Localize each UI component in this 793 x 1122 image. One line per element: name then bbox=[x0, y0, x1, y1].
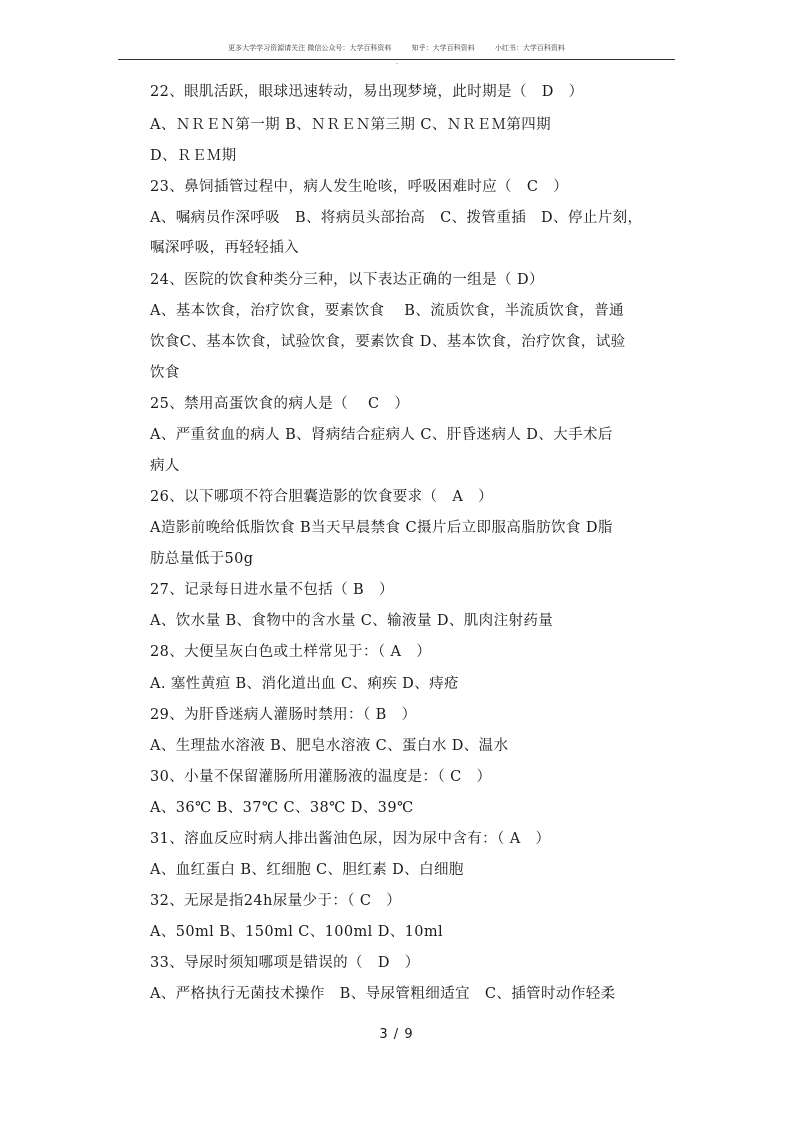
text-line: A造影前晚给低脂饮食 B当天早晨禁食 C摄片后立即服高脂肪饮食 D脂 bbox=[150, 520, 613, 536]
text-line: 嘱深呼吸，再轻轻插入 bbox=[150, 240, 299, 256]
text-line: A、嘱病员作深呼吸 B、将病员头部抬高 C、拨管重插 D、停止片刻， bbox=[150, 210, 643, 226]
page-number: 3 / 9 bbox=[379, 1027, 414, 1042]
text-line: A、饮水量 B、食物中的含水量 C、输液量 D、肌肉注射药量 bbox=[150, 613, 554, 629]
text-line: A、血红蛋白 B、红细胞 C、胆红素 D、白细胞 bbox=[150, 862, 464, 878]
text-line: 30、小量不保留灌肠所用灌肠液的温度是：（ C ） bbox=[150, 769, 492, 785]
text-line: 29、为肝昏迷病人灌肠时禁用：（ B ） bbox=[150, 707, 417, 723]
text-line: A、基本饮食，治疗饮食，要素饮食 B、流质饮食，半流质饮食，普通 bbox=[150, 303, 624, 319]
header-dot: · bbox=[396, 61, 398, 68]
text-line: A、50ml B、150ml C、100ml D、10ml bbox=[150, 924, 444, 940]
text-line: A、严重贫血的病人 B、肾病结合症病人 C、肝昏迷病人 D、大手术后 bbox=[150, 427, 613, 443]
page-header bbox=[0, 43, 793, 53]
text-line: 32、无尿是指24h尿量少于：（ C ） bbox=[150, 893, 402, 909]
text-line: D、ＲＥＭ期 bbox=[150, 148, 237, 164]
text-line: 肪总量低于50g bbox=[150, 551, 254, 567]
text-line: A. 塞性黄疸 B、消化道出血 C、痢疾 D、痔疮 bbox=[150, 676, 459, 692]
text-line: 饮食 bbox=[150, 365, 180, 381]
text-line: 饮食C、基本饮食，试验饮食，要素饮食 D、基本饮食，治疗饮食，试验 bbox=[150, 334, 626, 350]
text-line: 27、记录每日进水量不包括（ B ） bbox=[150, 582, 394, 598]
header-divider bbox=[118, 59, 675, 60]
text-line: A、生理盐水溶液 B、肥皂水溶液 C、蛋白水 D、温水 bbox=[150, 738, 509, 754]
text-line: 26、以下哪项不符合胆囊造影的饮食要求（ A ） bbox=[150, 489, 494, 505]
text-line: A、36℃ B、37℃ C、38℃ D、39℃ bbox=[150, 800, 414, 816]
header-zhihu-note: 知乎：大学百科资料 bbox=[411, 44, 475, 52]
text-line: 31、溶血反应时病人排出酱油色尿，因为尿中含有：（ A ） bbox=[150, 831, 551, 847]
text-line: 25、禁用高蛋饮食的病人是（ C ） bbox=[150, 396, 410, 412]
text-line: 22、眼肌活跃，眼球迅速转动，易出现梦境，此时期是（ D ） bbox=[150, 84, 584, 100]
text-line: 33、导尿时须知哪项是错误的（ D ） bbox=[150, 955, 420, 971]
text-line: 病人 bbox=[150, 458, 180, 474]
text-line: A、ＮＲＥＮ第一期 B、ＮＲＥＮ第三期 C、ＮＲＥＭ第四期 bbox=[150, 117, 552, 133]
header-wechat-note: 更多大学学习资源请关注 微信公众号：大学百科资料 bbox=[228, 44, 392, 52]
text-line: 23、鼻饲插管过程中，病人发生呛咳，呼吸困难时应（ C ） bbox=[150, 179, 569, 195]
text-line: 24、医院的饮食种类分三种，以下表达正确的一组是（ D） bbox=[150, 272, 544, 288]
text-line: A、严格执行无菌技术操作 B、导尿管粗细适宜 C、插管时动作轻柔 bbox=[150, 986, 616, 1002]
text-line: 28、大便呈灰白色或土样常见于：（ A ） bbox=[150, 644, 432, 660]
header-xiaohongshu-note: 小红书：大学百科资料 bbox=[494, 44, 565, 52]
